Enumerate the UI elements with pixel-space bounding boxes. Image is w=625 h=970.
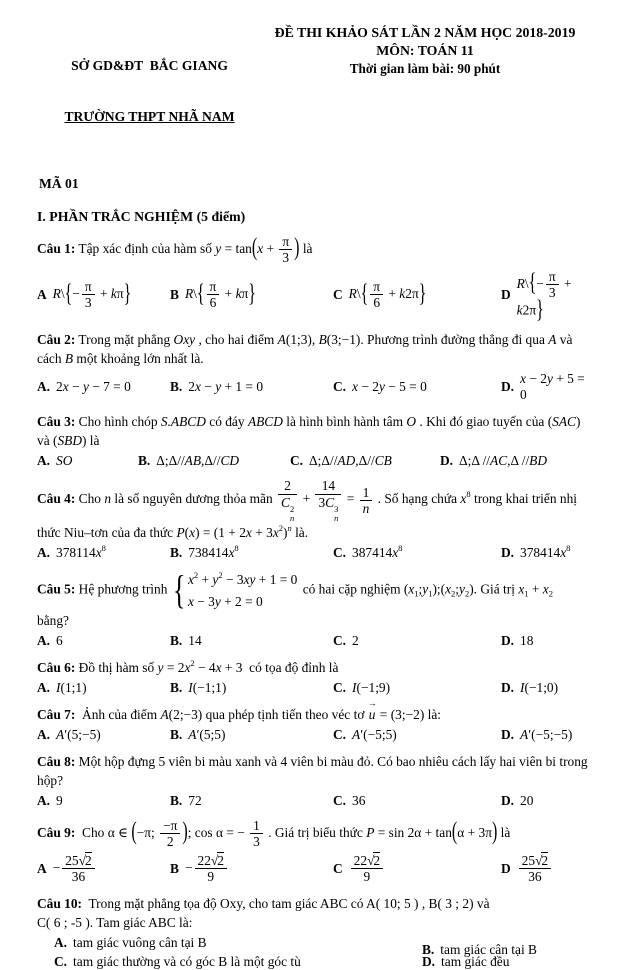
option-text: − $\frac{25√2}{36}$: [53, 853, 97, 885]
option-c-q10[interactable]: [54, 954, 422, 970]
option-letter: D.: [501, 544, 515, 560]
option-c-q7[interactable]: [333, 727, 501, 743]
option-d-q7[interactable]: [501, 727, 588, 743]
option-letter: C.: [333, 726, 347, 742]
question-7-options: [37, 727, 588, 743]
option-b-q3[interactable]: [138, 453, 290, 469]
option-text: I(−1;0): [520, 679, 559, 695]
exam-subject: MÔN: TOÁN 11: [376, 42, 474, 58]
option-letter: A: [37, 860, 47, 876]
question-10-text: Câu 10: Trong mặt phẳng tọa độ Oxy, cho tam giác ABC có A( 10; 5 ) , B( 3 ; 2) và: [37, 895, 490, 911]
question-4-options: [37, 542, 588, 561]
option-text: SO: [56, 453, 73, 469]
option-c-q9[interactable]: [333, 853, 501, 885]
option-text: $378114x^8$: [56, 542, 106, 560]
option-letter: B.: [170, 632, 183, 648]
question-1-text: Câu 1: Tập xác định của hàm số y = tan(x + $\frac{\pi}{3}$ ) là: [37, 233, 313, 266]
question-3-text: Câu 3: Cho hình chóp S.ABCD có đáy ABCD là hình bình hành tâm O . Khi đó giao tuyến của (SAC) và (SBD) là: [37, 414, 584, 449]
question-3: [37, 412, 588, 469]
question-7: [37, 697, 588, 743]
question-7-text: Câu 7: Ảnh của điểm A(2;−3) qua phép tịnh tiến theo véc tơ → u = (3;−2) là:: [37, 697, 442, 722]
option-a-q1[interactable]: [37, 279, 170, 311]
question-1: [37, 234, 588, 321]
option-c-q2[interactable]: [333, 379, 501, 395]
option-letter: B.: [170, 792, 183, 808]
option-letter: D.: [501, 632, 515, 648]
option-c-q6[interactable]: [333, 680, 501, 696]
option-d-q8[interactable]: [501, 793, 588, 809]
option-b-q1[interactable]: [170, 279, 333, 311]
option-text: 14: [188, 632, 202, 648]
option-b-q8[interactable]: [170, 793, 333, 809]
option-d-q4[interactable]: [501, 542, 588, 561]
question-4-text: Câu 4: Cho n là số nguyên dương thỏa mãn 2 C 2 n + 14 3C 3 n = $\frac{1}{n}$ . Số hạng chứa $x^8$ trong khai triển nhị thức Niu–tơn của đa thức $P(x) = (1 + 2x + 3x^2)^n$ là.: [37, 478, 581, 540]
questions-list: [37, 233, 591, 970]
option-text: R\{ $\frac{\pi}{6}$ + kπ}: [184, 279, 256, 311]
option-text: 2x − y + 1 = 0: [188, 379, 264, 395]
option-letter: B.: [170, 679, 183, 695]
option-letter: D.: [501, 792, 515, 808]
option-letter: A.: [37, 453, 51, 469]
exam-title-block: [262, 24, 588, 77]
option-text: tam giác thường và có góc B là một góc tù: [73, 953, 301, 969]
question-8: [37, 752, 591, 809]
option-d-q5[interactable]: [501, 633, 588, 649]
option-b-q9[interactable]: [170, 853, 333, 885]
option-b-q7[interactable]: [170, 727, 333, 743]
option-a-q5[interactable]: [37, 633, 170, 649]
option-text: 2x − y − 7 = 0: [56, 379, 131, 395]
question-10-options: [37, 935, 588, 970]
option-letter: A.: [37, 544, 51, 560]
exam-duration: Thời gian làm bài: 90 phút: [349, 60, 501, 76]
option-text: 72: [188, 792, 202, 808]
question-6-options: [37, 680, 588, 696]
section-title: I. PHẦN TRẮC NGHIỆM (5 điểm): [37, 208, 246, 224]
question-2: [37, 330, 588, 403]
option-c-q4[interactable]: [333, 542, 501, 561]
option-letter: B.: [170, 726, 183, 742]
option-text: x − 2y − 5 = 0: [352, 379, 427, 395]
option-letter: B.: [422, 941, 435, 957]
question-6: [37, 658, 588, 696]
option-d-q6[interactable]: [501, 680, 588, 696]
question-5-text: Câu 5: Hệ phương trình { $x^2 + y^2 - 3xy + 1 = 0$ x − 3y + 2 = 0 có hai cặp nghiệm $(x_1;y_1);(x_2;y_2)$. Giá trị $x_1 + x_2$ bằng?: [37, 567, 557, 628]
question-4: [37, 478, 588, 560]
question-5: [37, 567, 588, 649]
option-text: R\{− $\frac{\pi}{3}$ + kπ}: [52, 279, 132, 311]
option-b-q5[interactable]: [170, 633, 333, 649]
question-2-text: Câu 2: Trong mặt phẳng Oxy , cho hai điểm A(1;3), B(3;−1). Phương trình đường thẳng đi qua A và cách B một khoảng lớn nhất là.: [37, 332, 576, 367]
option-letter: C.: [333, 379, 347, 395]
option-text: 9: [56, 792, 63, 808]
option-text: R\{ $\frac{\pi}{6}$ + k2π}: [348, 279, 427, 311]
option-letter: B.: [138, 453, 151, 469]
option-text: Δ;Δ//AB,Δ//CD: [156, 453, 240, 469]
option-text: A′(5;−5): [56, 726, 101, 742]
option-text: I(−1;9): [352, 679, 391, 695]
option-letter: D: [501, 286, 511, 302]
question-2-options: [37, 371, 588, 403]
option-text: 18: [520, 632, 534, 648]
option-text: I(−1;1): [188, 679, 227, 695]
option-letter: B.: [170, 379, 183, 395]
option-text: A′(−5;−5): [520, 726, 573, 742]
option-d-q1[interactable]: [501, 269, 588, 322]
option-letter: A.: [37, 726, 51, 742]
question-9-options: [37, 853, 588, 885]
option-text: 2: [352, 632, 359, 648]
question-8-options: [37, 793, 588, 809]
option-text: I(1;1): [56, 679, 87, 695]
option-letter: C.: [333, 679, 347, 695]
option-letter: D.: [501, 726, 515, 742]
option-letter: A.: [37, 632, 51, 648]
option-text: $378414x^8$: [520, 542, 571, 560]
exam-title: ĐỀ THI KHẢO SÁT LẦN 2 NĂM HỌC 2018-2019: [274, 25, 576, 40]
option-letter: A: [37, 286, 47, 302]
option-text: 20: [520, 792, 534, 808]
option-letter: C: [333, 286, 343, 302]
option-text: A′(5;5): [188, 726, 226, 742]
option-b-q6[interactable]: [170, 680, 333, 696]
option-a-q10[interactable]: [54, 935, 422, 951]
option-a-q3[interactable]: [37, 453, 138, 469]
option-letter: C.: [333, 632, 347, 648]
question-10: [37, 894, 588, 970]
option-text: $387414x^8$: [352, 542, 403, 560]
option-text: tam giác đều: [441, 953, 510, 969]
option-a-q2[interactable]: [37, 379, 170, 395]
option-text: x − 2y + 5 = 0: [520, 371, 589, 403]
option-d-q2[interactable]: [501, 371, 588, 403]
question-1-options: [37, 269, 588, 322]
question-8-text: Câu 8: Một hộp đựng 5 viên bi màu xanh và 4 viên bi màu đỏ. Có bao nhiêu cách lấy hai viên bi trong hộp?: [37, 753, 591, 788]
option-letter: A.: [37, 792, 51, 808]
question-9-text: Câu 9: Cho α ∈ (−π; $\frac{-\pi}{2}$ ); cos α = − $\frac{1}{3}$ . Giá trị biểu thức P = sin 2α + tan(α + 3π) là: [37, 817, 511, 850]
option-text: tam giác cân tại B: [440, 941, 537, 957]
option-text: tam giác vuông cân tại B: [73, 934, 207, 950]
option-letter: C.: [333, 792, 347, 808]
option-text: $738414x^8$: [188, 542, 239, 560]
option-text: 6: [56, 632, 63, 648]
option-letter: D.: [440, 453, 454, 469]
option-letter: D: [501, 860, 511, 876]
option-letter: C.: [54, 953, 68, 969]
option-text: R\{− $\frac{\pi}{3}$ + k2π}: [516, 268, 575, 323]
option-a-q7[interactable]: [37, 727, 170, 743]
option-letter: B: [170, 860, 179, 876]
option-letter: A.: [37, 379, 51, 395]
option-a-q4[interactable]: [37, 542, 170, 561]
option-text: A′(−5;5): [352, 726, 397, 742]
exam-code: MÃ 01: [39, 175, 79, 191]
option-d-q3[interactable]: [440, 453, 588, 469]
option-c-q8[interactable]: [333, 793, 501, 809]
option-c-q1[interactable]: [333, 279, 501, 311]
option-letter: C.: [333, 544, 347, 560]
option-b-q4[interactable]: [170, 542, 333, 561]
option-a-q6[interactable]: [37, 680, 170, 696]
option-b-q10[interactable]: [422, 942, 588, 958]
option-letter: D.: [501, 379, 515, 395]
option-b-q2[interactable]: [170, 379, 333, 395]
question-5-options: [37, 633, 588, 649]
option-a-q9[interactable]: [37, 853, 170, 885]
option-letter: B: [170, 286, 179, 302]
option-text: $\frac{22√2}{9}$: [349, 853, 385, 885]
option-text: Δ;Δ//AD,Δ//CB: [309, 453, 392, 469]
question-6-text: Câu 6: Đồ thị hàm số $y = 2x^2 - 4x + 3$ có tọa độ đỉnh là: [37, 657, 339, 675]
option-letter: D.: [501, 679, 515, 695]
option-letter: A.: [54, 934, 68, 950]
option-letter: C: [333, 860, 343, 876]
school-name: TRƯỜNG THPT NHÃ NAM: [64, 108, 235, 124]
option-text: − $\frac{22√2}{9}$: [185, 853, 229, 885]
option-text: Δ;Δ //AC,Δ //BD: [459, 453, 548, 469]
exam-header: [37, 24, 588, 160]
option-letter: B.: [170, 544, 183, 560]
option-text: $\frac{25√2}{36}$: [517, 853, 553, 885]
question-10-text: C( 6 ; -5 ). Tam giác ABC là:: [37, 914, 193, 930]
option-letter: C.: [290, 453, 304, 469]
option-letter: A.: [37, 679, 51, 695]
option-text: 36: [352, 792, 366, 808]
option-d-q9[interactable]: [501, 853, 588, 885]
option-a-q8[interactable]: [37, 793, 170, 809]
option-c-q3[interactable]: [290, 453, 440, 469]
school-block: [37, 24, 262, 160]
question-9: [37, 818, 588, 885]
option-c-q5[interactable]: [333, 633, 501, 649]
option-letter: D.: [422, 953, 436, 969]
question-3-options: [37, 453, 588, 469]
department-name: SỞ GD&ĐT BẮC GIANG: [71, 57, 228, 73]
